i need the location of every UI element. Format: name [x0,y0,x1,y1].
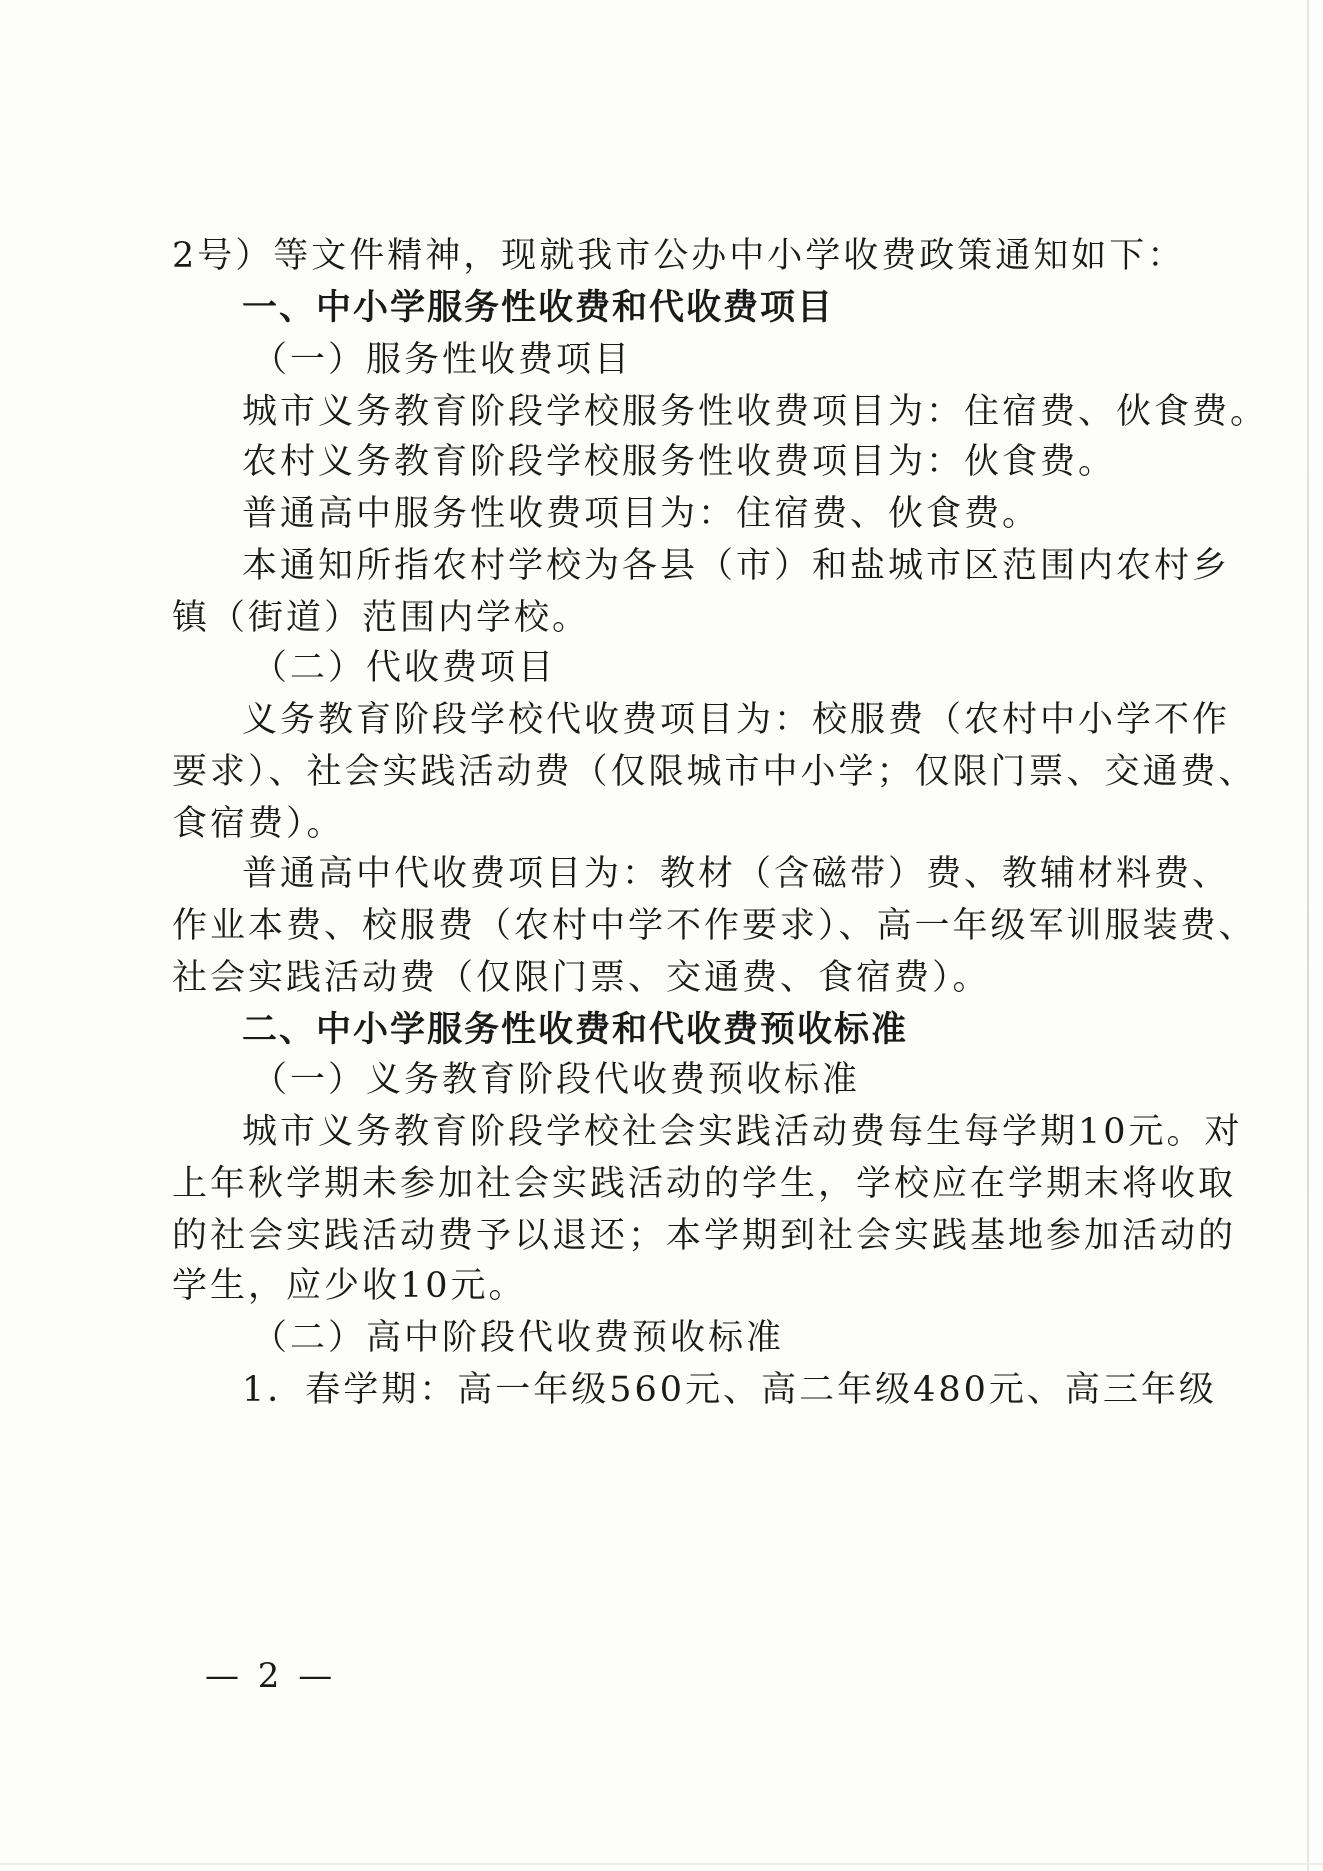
section-heading: 二、中小学服务性收费和代收费预收标准 [242,1010,909,1050]
paragraph-line: 城市义务教育阶段学校服务性收费项目为：住宿费、伙食费。 [242,392,1269,432]
subsection-heading: （一）义务教育阶段代收费预收标准 [252,1060,861,1100]
paragraph-line: 作业本费、校服费（农村中学不作要求）、高一年级军训服装费、 [172,906,1257,946]
paragraph-line: 食宿费）。 [172,804,345,844]
section-heading: 一、中小学服务性收费和代收费项目 [242,288,835,328]
scan-edge-bottom [0,1863,1323,1865]
subsection-heading: （一）服务性收费项目 [252,340,633,380]
subsection-heading: （二）代收费项目 [252,648,557,688]
paragraph-line: 镇（街道）范围内学校。 [172,598,591,638]
paragraph-line: 义务教育阶段学校代收费项目为：校服费（农村中小学不作 [242,700,1231,740]
paragraph-line: 的社会实践活动费予以退还；本学期到社会实践基地参加活动的 [172,1216,1237,1256]
paragraph-line: 本通知所指农村学校为各县（市）和盐城市区范围内农村乡 [242,546,1231,586]
paragraph-line: 农村义务教育阶段学校服务性收费项目为：伙食费。 [242,442,1117,482]
paragraph-line: 普通高中服务性收费项目为：住宿费、伙食费。 [242,494,1041,534]
scan-edge [1307,0,1309,1871]
paragraph-line: 2号）等文件精神，现就我市公办中小学收费政策通知如下： [172,236,1186,276]
subsection-heading: （二）高中阶段代收费预收标准 [252,1318,785,1358]
paragraph-line: 要求）、社会实践活动费（仅限城市中小学；仅限门票、交通费、 [172,752,1257,792]
paragraph-line: 普通高中代收费项目为：教材（含磁带）费、教辅材料费、 [242,854,1231,894]
paragraph-line: 社会实践活动费（仅限门票、交通费、食宿费）。 [172,958,991,998]
page-number: — 2 — [205,1656,337,1696]
paragraph-line: 学生，应少收10元。 [172,1266,527,1306]
paragraph-line: 城市义务教育阶段学校社会实践活动费每生每学期10元。对 [242,1112,1243,1152]
paragraph-line: 1．春学期：高一年级560元、高二年级480元、高三年级 [242,1370,1217,1410]
paragraph-line: 上年秋学期未参加社会实践活动的学生，学校应在学期末将收取 [172,1164,1237,1204]
